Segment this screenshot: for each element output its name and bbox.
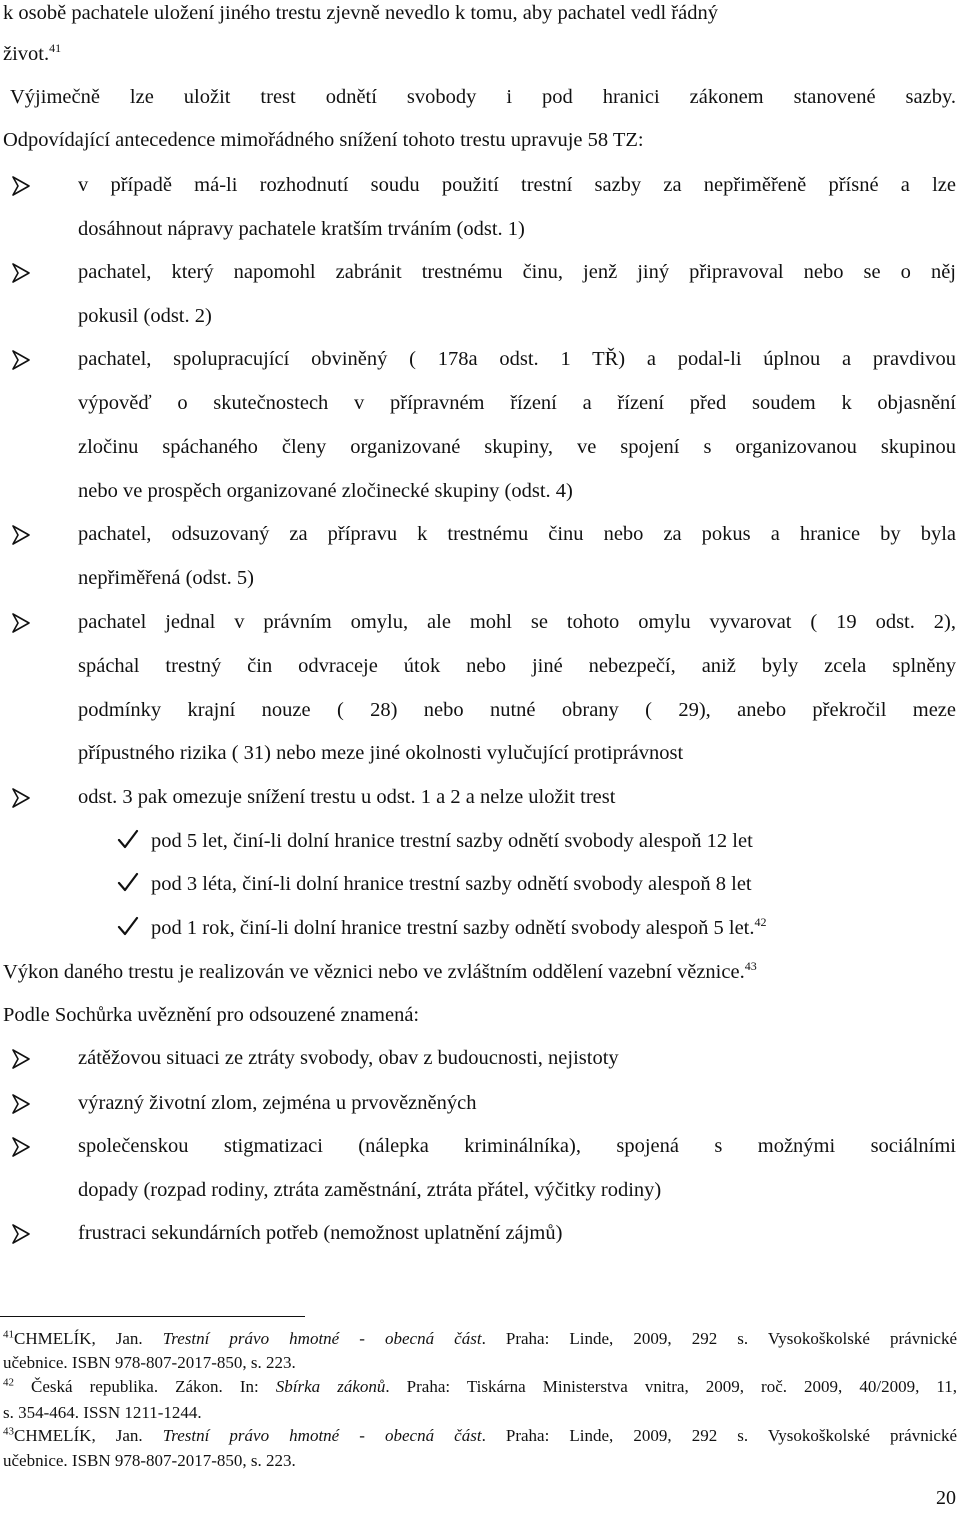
bullet-text: pachatel, spolupracující obviněný ( 178a odst. 1 TŘ) a podal-li úplnou a pravdivou	[78, 348, 956, 370]
footnote-title: Trestní právo hmotné - obecná část	[162, 1426, 482, 1445]
bullet-text: zločinu spáchaného členy organizované skupiny, ve spojení s organizovanou skupinou	[78, 436, 956, 458]
bullet-text: v případě má-li rozhodnutí soudu použití trestní sazby za nepřiměřeně přísné a lze	[78, 174, 956, 196]
footnote-number: 42	[3, 1376, 14, 1389]
bullet-text: výrazný životní zlom, zejména u prvovězněných	[78, 1092, 477, 1114]
bullet-text: nebo ve prospěch organizované zločinecké skupiny (odst. 4)	[78, 480, 573, 502]
text-line: k osobě pachatele uložení jiného trestu zjevně nevedlo k tomu, aby pachatel vedl řádný	[3, 2, 718, 24]
text-line: Odpovídající antecedence mimořádného snížení tohoto trestu upravuje 58 TZ:	[3, 129, 644, 151]
arrow-bullet-icon	[12, 525, 30, 545]
bullet-text: pokusil (odst. 2)	[78, 305, 212, 327]
arrow-bullet-icon	[12, 613, 30, 633]
bullet-text: frustraci sekundárních potřeb (nemožnost uplatnění zájmů)	[78, 1222, 563, 1244]
page-number: 20	[936, 1487, 956, 1509]
arrow-bullet-icon	[12, 350, 30, 370]
arrow-bullet-icon	[12, 1224, 30, 1244]
check-mark-icon	[117, 871, 139, 893]
footnote-43	[3, 1427, 957, 1444]
bullet-text: pachatel, který napomohl zabránit trestnému činu, jenž jiný připravoval nebo se o něj	[78, 261, 956, 283]
footnote-number: 41	[3, 1328, 14, 1341]
bullet-text: dosáhnout nápravy pachatele kratším trváním (odst. 1)	[78, 218, 525, 240]
text-line: Výjimečně lze uložit trest odnětí svobody i pod hranici zákonem stanovené sazby.	[10, 86, 956, 108]
footnote-ref: 42	[754, 915, 767, 930]
footnote-ref: 41	[49, 41, 62, 56]
footnote-separator	[0, 1316, 305, 1317]
text-line	[3, 41, 62, 65]
arrow-bullet-icon	[12, 176, 30, 196]
bullet-text: dopady (rozpad rodiny, ztráta zaměstnání, ztráta přátel, výčitky rodiny)	[78, 1179, 662, 1201]
bullet-text: výpověď o skutečnostech v přípravném řízení a řízení před soudem k objasnění	[78, 392, 956, 414]
text-span: CHMELÍK, Jan.	[14, 1426, 163, 1445]
bullet-text: podmínky krajní nouze ( 28) nebo nutné obrany ( 29), anebo překročil meze	[78, 699, 956, 721]
check-item-text: pod 3 léta, činí-li dolní hranice trestní sazby odnětí svobody alespoň 8 let	[151, 873, 752, 895]
footnote-42-cont: s. 354-464. ISSN 1211-1244.	[3, 1403, 202, 1422]
text-span: . Praha: Linde, 2009, 292 s. Vysokoškolské právnické	[481, 1426, 958, 1445]
footnote-43-cont: učebnice. ISBN 978-807-2017-850, s. 223.	[3, 1451, 296, 1470]
check-item-text	[151, 915, 767, 939]
footnote-41	[3, 1330, 957, 1347]
text-line	[3, 959, 757, 983]
check-item-text: pod 5 let, činí-li dolní hranice trestní sazby odnětí svobody alespoň 12 let	[151, 830, 753, 852]
bullet-text: odst. 3 pak omezuje snížení trestu u odst. 1 a 2 a nelze uložit trest	[78, 786, 616, 808]
bullet-text: pachatel jednal v právním omylu, ale mohl se tohoto omylu vyvarovat ( 19 odst. 2),	[78, 611, 956, 633]
bullet-text: pachatel, odsuzovaný za přípravu k trestnému činu nebo za pokus a hranice by byla	[78, 523, 956, 545]
text-span: . Praha: Tiskárna Ministerstva vnitra, 2009, roč. 2009, 40/2009, 11,	[385, 1377, 957, 1396]
arrow-bullet-icon	[12, 263, 30, 283]
footnote-number: 43	[3, 1425, 14, 1438]
footnote-ref: 43	[744, 959, 757, 974]
arrow-bullet-icon	[12, 788, 30, 808]
text-span: Česká republika. Zákon. In:	[14, 1377, 276, 1396]
footnote-title: Sbírka zákonů	[275, 1377, 386, 1396]
text-span: život.	[3, 43, 50, 65]
bullet-text: spáchal trestný čin odvraceje útok nebo jiné nebezpečí, aniž byly zcela splněny	[78, 655, 956, 677]
footnote-41-cont: učebnice. ISBN 978-807-2017-850, s. 223.	[3, 1353, 296, 1372]
text-span: pod 1 rok, činí-li dolní hranice trestní sazby odnětí svobody alespoň 5 let.	[151, 917, 755, 939]
footnote-42	[3, 1378, 957, 1395]
check-mark-icon	[117, 828, 139, 850]
bullet-text: zátěžovou situaci ze ztráty svobody, obav z budoucnosti, nejistoty	[78, 1047, 619, 1069]
bullet-text: nepřiměřená (odst. 5)	[78, 567, 254, 589]
text-span: . Praha: Linde, 2009, 292 s. Vysokoškolské právnické	[481, 1329, 958, 1348]
arrow-bullet-icon	[12, 1094, 30, 1114]
bullet-text: společenskou stigmatizaci (nálepka kriminálníka), spojená s možnými sociálními	[78, 1135, 956, 1157]
text-line: Podle Sochůrka uvěznění pro odsouzené znamená:	[3, 1004, 420, 1026]
text-span: Výkon daného trestu je realizován ve věznici nebo ve zvláštním oddělení vazební věznice.	[3, 961, 745, 983]
arrow-bullet-icon	[12, 1137, 30, 1157]
footnote-title: Trestní právo hmotné - obecná část	[162, 1329, 482, 1348]
text-span: CHMELÍK, Jan.	[14, 1329, 163, 1348]
bullet-text: přípustného rizika ( 31) nebo meze jiné okolnosti vylučující protiprávnost	[78, 742, 684, 764]
check-mark-icon	[117, 915, 139, 937]
arrow-bullet-icon	[12, 1049, 30, 1069]
